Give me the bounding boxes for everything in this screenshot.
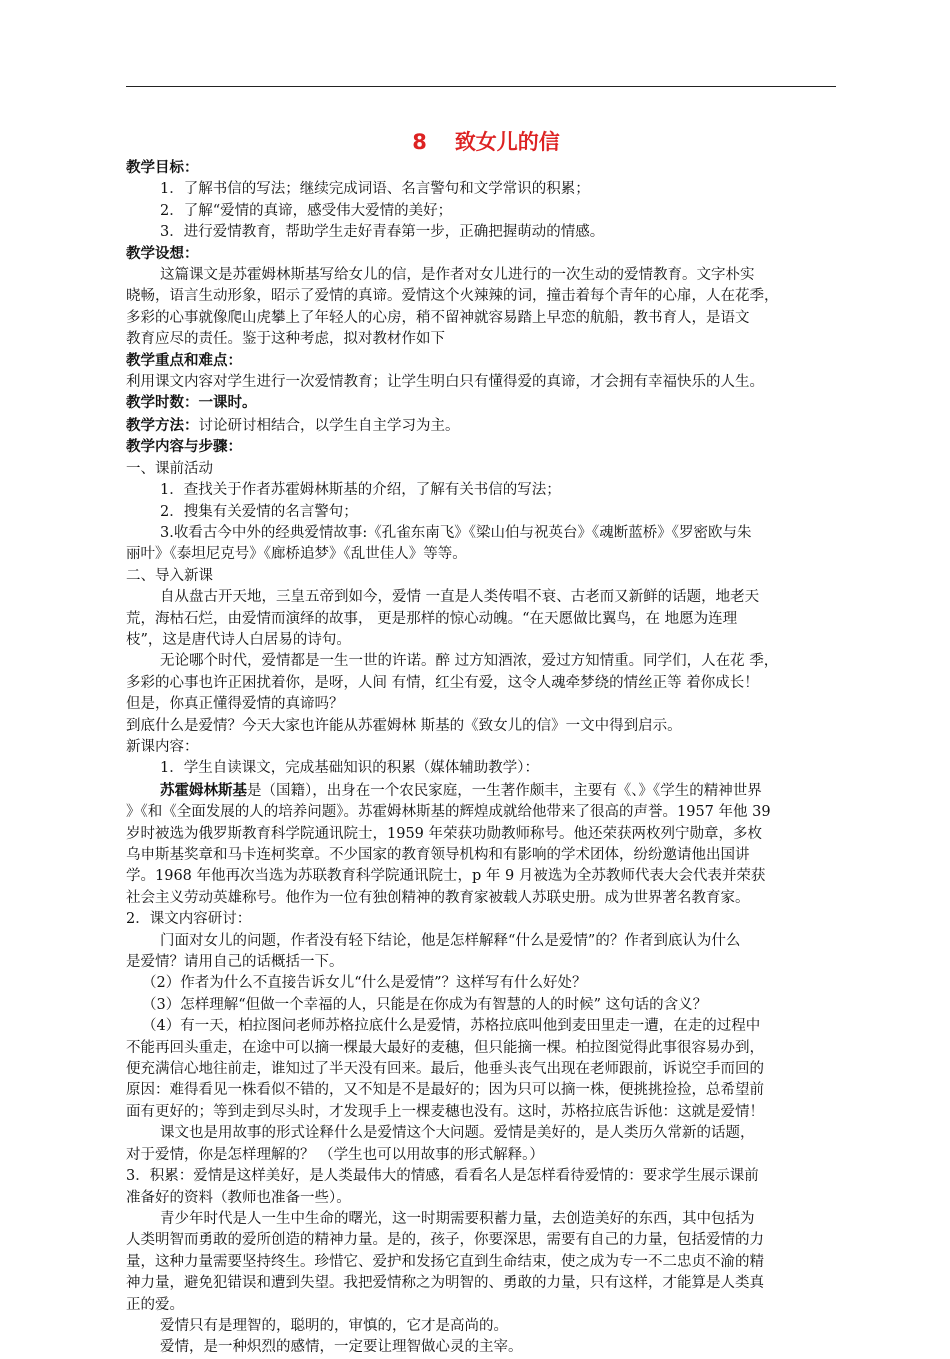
text-line xyxy=(126,286,846,307)
line-text: 1．学生自读课文，完成基础知识的积累（媒体辅助教学）： xyxy=(160,760,539,777)
line-text: 课文也是用故事的形式诠释什么是爱情这个大问题。爱情是美好的，是人类历久常新的话题， xyxy=(160,1125,755,1142)
line-text: 人类明智而勇敢的爱所创造的精神力量。是的，孩子，你要深思，需要有自己的力量，包括爱情的力 xyxy=(126,1232,764,1249)
section-heading xyxy=(126,437,846,458)
text-line xyxy=(126,780,846,802)
line-text: 3．积累：爱情是这样美好，是人类最伟大的情感，看看名人是怎样看待爱情的：要求学生展示课前 xyxy=(126,1168,759,1185)
text-line xyxy=(126,372,846,393)
text-line xyxy=(126,716,846,737)
line-text: 教学内容与步骤： xyxy=(126,439,242,456)
text-line xyxy=(126,222,846,243)
text-line xyxy=(126,1230,846,1251)
text-line xyxy=(126,673,846,694)
text-line xyxy=(126,1188,846,1209)
text-line xyxy=(126,1038,846,1059)
text-line xyxy=(126,308,846,329)
text-line xyxy=(126,1059,846,1080)
line-text: 这篇课文是苏霍姆林斯基写给女儿的信，是作者对女儿进行的一次生动的爱情教育。文字朴实 xyxy=(160,267,755,284)
line-text: 荒，海枯石烂，由爱情而演绎的故事， 更是那样的惊心动魄。“在天愿做比翼鸟，在 地愿为连理 xyxy=(126,610,738,627)
line-text: （4）有一天，柏拉图问老师苏格拉底什么是爱情，苏格拉底叫他到麦田里走一遭，在走的过程中 xyxy=(142,1018,761,1035)
text-line xyxy=(126,1080,846,1101)
line-text: 自从盘古开天地，三皇五帝到如今，爱情 一直是人类传唱不衰、古老而又新鲜的话题，地老天 xyxy=(160,589,760,606)
line-text: 原因：难得看见一株看似不错的，又不知是不是最好的；因为只可以摘一株，便挑挑捡捡，总希望前 xyxy=(126,1082,764,1099)
text-line xyxy=(126,866,846,887)
text-line xyxy=(126,459,846,480)
line-text: 岁时被选为俄罗斯教育科学院通讯院士，1959 年荣获功勋教师称号。他还荣获两枚列宁勋章，多枚 xyxy=(126,825,763,842)
text-line xyxy=(126,587,846,608)
line-text: 是爱情？请用自己的话概括一下。 xyxy=(126,954,344,971)
text-line xyxy=(126,523,846,544)
line-text: 教育应尽的责任。鉴于这种考虑，拟对教材作如下 xyxy=(126,331,445,348)
line-text: 教学时数：一课时。 xyxy=(126,395,257,412)
line-text: 正的爱。 xyxy=(126,1296,184,1313)
line-text: 1．查找关于作者苏霍姆林斯基的介绍，了解有关书信的写法； xyxy=(160,482,561,499)
line-text: 便充满信心地往前走，谁知过了半天没有回来。最后，他垂头丧气出现在老师跟前，诉说空手而回的 xyxy=(126,1061,764,1078)
line-text: 到底什么是爱情？今天大家也许能从苏霍姆林 斯基的《致女儿的信》一文中得到启示。 xyxy=(126,717,682,734)
text-line xyxy=(126,931,846,952)
text-line xyxy=(126,1166,846,1187)
text-line xyxy=(126,995,846,1016)
text-line xyxy=(126,651,846,672)
line-text: （3）怎样理解“但做一个幸福的人，只能是在你成为有智慧的人的时候” 这句话的含义？ xyxy=(142,996,708,1013)
line-text: 量，这种力量需要坚持终生。珍惜它、爱护和发扬它直到生命结束，使之成为专一不二忠贞不渝的精 xyxy=(126,1253,764,1270)
text-line xyxy=(126,909,846,930)
line-text: 二、导入新课 xyxy=(126,567,213,584)
text-line xyxy=(126,973,846,994)
lesson-title-text: 致女儿的信 xyxy=(454,130,560,154)
line-text: 对于爱情，你是怎样理解的？ （学生也可以用故事的形式解释。） xyxy=(126,1146,544,1163)
inline-label: 教学方法： xyxy=(126,416,199,434)
line-text: 利用课文内容对学生进行一次爱情教育；让学生明白只有懂得爱的真谛，才会拥有幸福快乐的人生。 xyxy=(126,374,764,391)
line-text: 》《和《全面发展的人的培养问题》。苏霍姆林斯基的辉煌成就给他带来了很高的声誉。1957 年他 39 xyxy=(126,804,771,821)
line-text: 枝”，这是唐代诗人白居易的诗句。 xyxy=(126,631,351,648)
text-line xyxy=(126,480,846,501)
text-line xyxy=(126,566,846,587)
text-line xyxy=(126,1273,846,1294)
text-line xyxy=(126,415,846,437)
text-line xyxy=(126,1337,846,1358)
line-text: 爱情只有是理智的，聪明的，审慎的，它才是高尚的。 xyxy=(160,1317,508,1334)
text-line xyxy=(126,824,846,845)
line-text: 一、课前活动 xyxy=(126,460,213,477)
line-text: 3．进行爱情教育，帮助学生走好青春第一步，正确把握萌动的情感。 xyxy=(160,224,605,241)
line-text: 爱情，是一种炽烈的感情，一定要让理智做心灵的主宰。 xyxy=(160,1339,523,1356)
line-text: 准备好的资料（教师也准备一些）。 xyxy=(126,1189,351,1206)
lesson-number: 8 xyxy=(412,130,427,154)
text-line xyxy=(126,845,846,866)
line-text: 乌申斯基奖章和马卡连柯奖章。不少国家的教育领导机构和有影响的学术团体，纷纷邀请他出国讲 xyxy=(126,847,750,863)
text-line xyxy=(126,1252,846,1273)
inline-label: 苏霍姆林斯基 xyxy=(160,781,247,799)
line-text: 青少年时代是人一生中生命的曙光，这一时期需要积蓄力量，去创造美好的东西，其中包括为 xyxy=(160,1210,755,1227)
line-text: 是（国籍），出身在一个农民家庭，一生著作颇丰，主要有《、》《学生的精神世界 xyxy=(247,782,762,799)
text-line xyxy=(126,802,846,823)
line-text: 教学设想： xyxy=(126,245,199,262)
document-body xyxy=(126,128,846,1359)
section-heading xyxy=(126,244,846,265)
line-text: 3.收看古今中外的经典爱情故事:《孔雀东南飞》《梁山伯与祝英台》《魂断蓝桥》《罗密欧与朱 xyxy=(160,524,752,541)
line-text: 讨论研讨相结合，以学生自主学习为主。 xyxy=(198,417,460,434)
line-text: 1．了解书信的写法；继续完成词语、名言警句和文学常识的积累； xyxy=(160,181,590,198)
text-line xyxy=(126,1316,846,1337)
text-line xyxy=(126,630,846,651)
line-text: 不能再回头重走，在途中可以摘一棵最大最好的麦穗，但只能摘一棵。柏拉图觉得此事很容易办到， xyxy=(126,1039,764,1056)
line-text: 学。1968 年他再次当选为苏联教育科学院通讯院士，p 年 9 月被选为全苏教师代表大会代表并荣获 xyxy=(126,868,766,885)
text-line xyxy=(126,265,846,286)
text-line xyxy=(126,737,846,758)
text-line xyxy=(126,1123,846,1144)
line-text: 但是，你真正懂得爱情的真谛吗？ xyxy=(126,696,344,713)
section-heading xyxy=(126,393,846,414)
text-line xyxy=(126,1145,846,1166)
lesson-title xyxy=(126,128,846,156)
text-lines xyxy=(126,158,846,1359)
text-line xyxy=(126,694,846,715)
text-line xyxy=(126,609,846,630)
text-line xyxy=(126,329,846,350)
text-line xyxy=(126,1295,846,1316)
line-text: 新课内容： xyxy=(126,738,199,755)
text-line xyxy=(126,1016,846,1037)
line-text: 晓畅，语言生动形象，昭示了爱情的真谛。爱情这个火辣辣的词，撞击着每个青年的心扉，人在花季， xyxy=(126,288,779,305)
line-text: 面有更好的；等到走到尽头时，才发现手上一棵麦穗也没有。这时，苏格拉底告诉他：这就是爱情！ xyxy=(126,1103,764,1120)
line-text: 无论哪个时代，爱情都是一生一世的许诺。醉 过方知酒浓，爱过方知情重。同学们，人在花 季， xyxy=(160,653,779,670)
text-line xyxy=(126,758,846,779)
line-text: （2）作者为什么不直接告诉女儿“什么是爱情”？这样写有什么好处？ xyxy=(142,975,587,992)
line-text: 2．搜集有关爱情的名言警句； xyxy=(160,503,358,520)
text-line xyxy=(126,544,846,565)
line-text: 教学重点和难点： xyxy=(126,352,242,369)
section-heading xyxy=(126,351,846,372)
line-text: 门面对女儿的问题，作者没有轻下结论，他是怎样解释“什么是爱情”的？作者到底认为什么 xyxy=(160,932,741,949)
header-rule xyxy=(126,86,836,87)
line-text: 社会主义劳动英雄称号。他作为一位有独创精神的教育家被载人苏联史册。成为世界著名教育家。 xyxy=(126,889,750,906)
line-text: 2．课文内容研讨： xyxy=(126,911,252,928)
text-line xyxy=(126,179,846,200)
section-heading xyxy=(126,158,846,179)
line-text: 丽叶》《泰坦尼克号》《廊桥追梦》《乱世佳人》等等。 xyxy=(126,546,467,563)
line-text: 神力量，避免犯错误和遭到失望。我把爱情称之为明智的、勇敢的力量，只有这样，才能算是人类真 xyxy=(126,1275,764,1292)
text-line xyxy=(126,1209,846,1230)
text-line xyxy=(126,1102,846,1123)
text-line xyxy=(126,201,846,222)
text-line xyxy=(126,952,846,973)
text-line xyxy=(126,502,846,523)
line-text: 多彩的心事就像爬山虎攀上了年轻人的心房，稍不留神就容易踏上早恋的航船，教书育人，是语文 xyxy=(126,309,750,326)
text-line xyxy=(126,888,846,909)
line-text: 2．了解“爱情的真谛，感受伟大爱情的美好； xyxy=(160,202,453,219)
line-text: 多彩的心事也许正困扰着你，是呀，人间 有情，红尘有爱，这令人魂牵梦绕的情丝正等 着你成长！ xyxy=(126,674,759,691)
line-text: 教学目标： xyxy=(126,160,199,176)
